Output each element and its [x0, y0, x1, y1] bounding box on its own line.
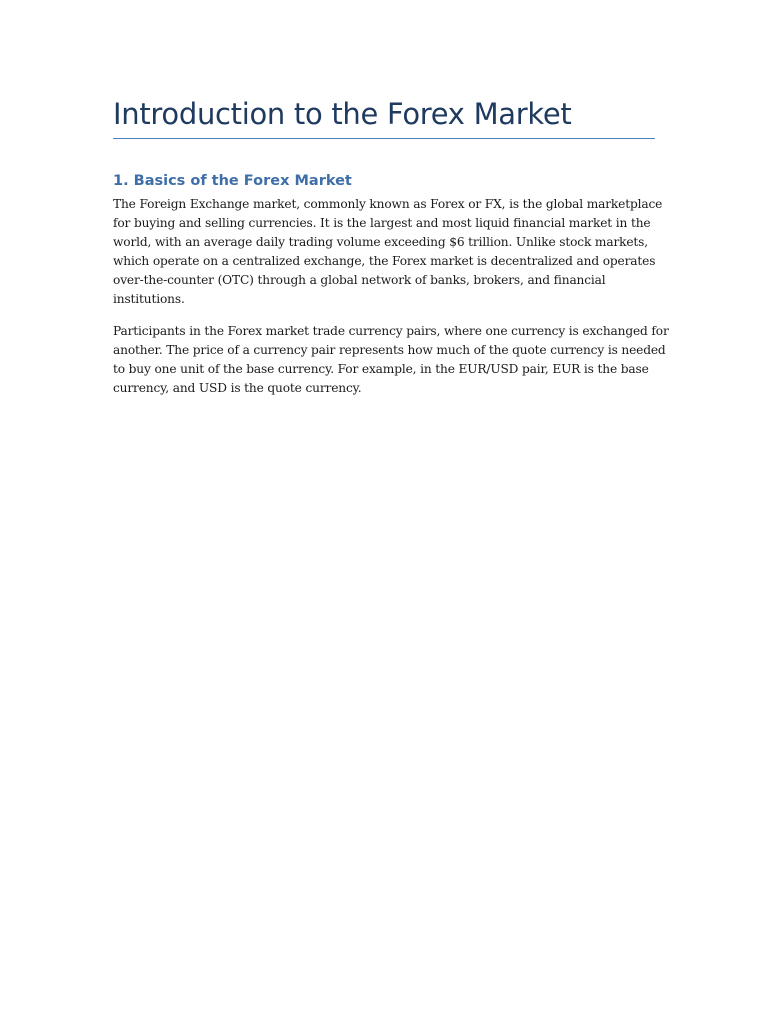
paragraph-line: another. The price of a currency pair represents how much of the quote currency is needed — [113, 343, 666, 357]
paragraph-line: Participants in the Forex market trade currency pairs, where one currency is exchanged for — [113, 324, 669, 338]
title-divider — [113, 138, 655, 139]
paragraph-line: for buying and selling currencies. It is the largest and most liquid financial market in the — [113, 216, 651, 230]
document-title: Introduction to the Forex Market — [113, 97, 572, 131]
paragraph-line: over-the-counter (OTC) through a global network of banks, brokers, and financial — [113, 273, 606, 287]
section-heading: 1. Basics of the Forex Market — [113, 173, 352, 189]
paragraph-line: world, with an average daily trading volume exceeding $6 trillion. Unlike stock markets, — [113, 235, 649, 249]
section-basics — [113, 170, 669, 398]
paragraph-line: currency, and USD is the quote currency. — [113, 381, 362, 395]
document-content — [113, 94, 669, 398]
paragraph — [113, 322, 669, 398]
paragraph-line: which operate on a centralized exchange, the Forex market is decentralized and operates — [113, 254, 656, 268]
paragraph-line: The Foreign Exchange market, commonly known as Forex or FX, is the global marketplace — [113, 197, 663, 211]
paragraph-line: institutions. — [113, 292, 185, 306]
paragraph — [113, 195, 663, 309]
paragraph-line: to buy one unit of the base currency. For example, in the EUR/USD pair, EUR is the base — [113, 362, 649, 376]
